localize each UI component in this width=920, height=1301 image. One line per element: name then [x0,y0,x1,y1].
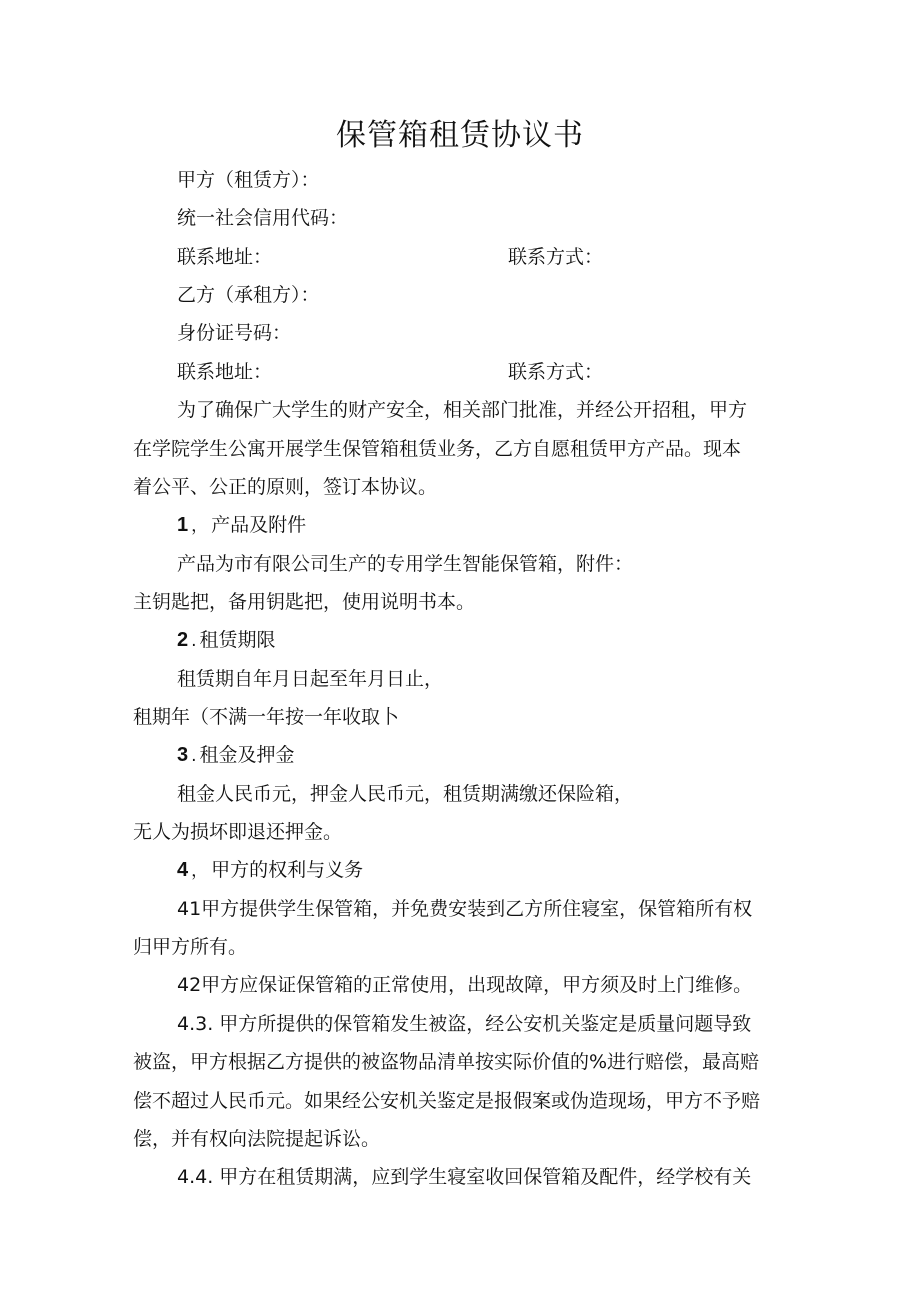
section-separator: . [191,631,197,651]
party-b-id-number: 身份证号码： [177,322,292,344]
intro-line: 在学院学生公寓开展学生保管箱租赁业务，乙方自愿租赁甲方产品。现本 [133,438,742,460]
section-title: 租赁期限 [199,629,276,651]
section-title: 甲方的权利与义务 [211,859,364,881]
section-heading [177,742,295,769]
party-a-contact: 联系方式： [508,246,604,268]
section-line: 被盗，甲方根据乙方提供的被盗物品清单按实际价值的%进行赔偿，最高赔 [133,1051,760,1073]
section-number: 2 [177,629,189,651]
section-line: 偿不超过人民币元。如果经公安机关鉴定是报假案或伪造现场，甲方不予赔 [133,1090,761,1112]
section-separator: ， [191,516,209,536]
section-line: 归甲方所有。 [133,936,248,958]
party-a-credit-code: 统一社会信用代码： [177,207,349,229]
document-title: 保管箱租赁协议书 [336,118,584,153]
section-title: 租金及押金 [199,744,295,766]
section-title: 产品及附件 [211,514,307,536]
party-a-address: 联系地址： [177,246,273,268]
party-b-contact: 联系方式： [508,361,604,383]
section-line: 产品为市有限公司生产的专用学生智能保管箱，附件： [177,553,634,575]
section-line: 41甲方提供学生保管箱，并免费安装到乙方所住寝室，保管箱所有权 [177,898,753,920]
section-line: 主钥匙把，备用钥匙把，使用说明书本。 [133,591,476,613]
section-number: 4 [177,859,189,881]
section-heading [177,857,363,884]
intro-line: 着公平、公正的原则，签订本协议。 [133,476,438,498]
section-number: 1 [177,514,189,536]
section-line: 租期年（不满一年按一年收取卜 [133,706,400,728]
section-separator: ， [191,861,209,881]
section-separator: . [191,746,197,766]
section-line: 偿，并有权向法院提起诉讼。 [133,1128,381,1150]
section-heading [177,627,276,654]
party-a-label: 甲方（租赁方）： [177,169,320,191]
party-b-label: 乙方（承租方）： [177,284,320,306]
intro-line: 为了确保广大学生的财产安全，相关部门批准，并经公开招租，甲方 [177,399,748,421]
section-line: 42甲方应保证保管箱的正常使用，出现故障，甲方须及时上门维修。 [177,974,753,996]
section-number: 3 [177,744,189,766]
party-b-address: 联系地址： [177,361,273,383]
section-line: 4.4. 甲方在租赁期满，应到学生寝室收回保管箱及配件，经学校有关 [177,1166,752,1188]
section-line: 无人为损坏即退还押金。 [133,821,343,843]
section-line: 租金人民币元，押金人民币元，租赁期满缴还保险箱， [177,783,634,805]
section-heading [177,512,306,539]
section-line: 4.3. 甲方所提供的保管箱发生被盗，经公安机关鉴定是质量问题导致 [177,1013,752,1035]
section-line: 租赁期自年月日起至年月日止， [177,668,444,690]
